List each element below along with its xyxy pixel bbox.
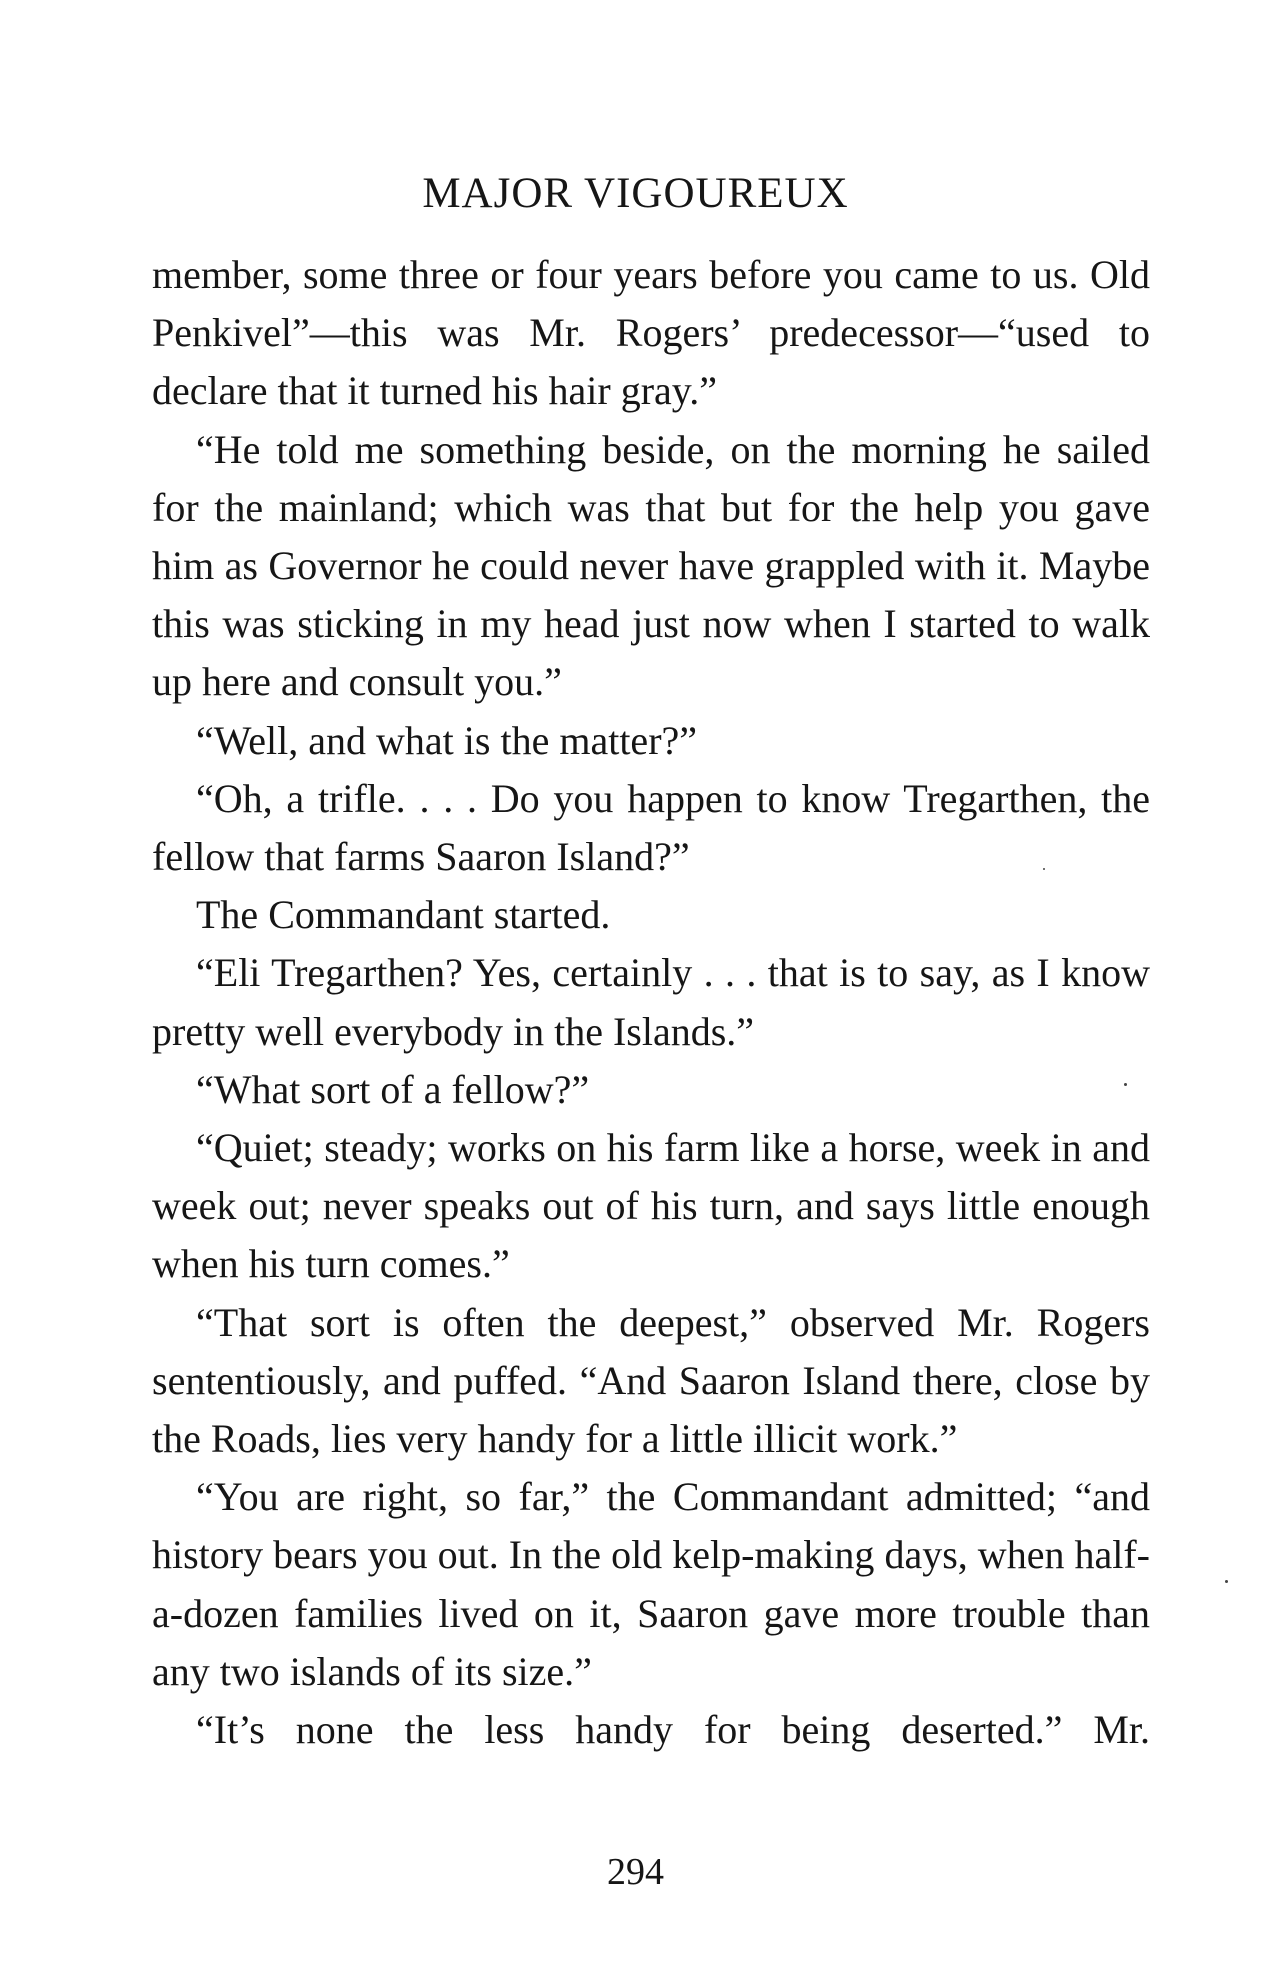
paragraph: “What sort of a fellow?” [196,1066,590,1112]
paragraph: “He told me something beside, on the morning he sailed for the mainland; which was that but for the help you gave him as Governor he could never have grappled with it. Maybe this was sticking in my head just now when I started to walk up here and consult you.” [152,426,1150,705]
paragraph: “It’s none the less handy for being deserted.” Mr. [196,1707,1150,1753]
page-number: 294 [607,1851,664,1893]
paragraph: “Well, and what is the matter?” [196,717,698,763]
running-head: MAJOR VIGOUREUX [422,170,849,217]
body-text [152,246,1150,1759]
paragraph: member, some three or four years before you came to us. Old Penkivel”—this was Mr. Rogers’ predecessor—“used to declare that it turned his hair gray.” [152,252,1150,414]
paragraph: “You are right, so far,” the Commandant admitted; “and history bears you out. In the old kelp-making days, when half-a-dozen families lived on it, Saaron gave more trouble than any two islands of its size.” [152,1474,1150,1694]
paragraph: “Oh, a trifle. . . . Do you happen to know Tregarthen, the fellow that farms Saaron Island?” [152,775,1150,880]
scan-speck [1225,1580,1228,1583]
paragraph: “That sort is often the deepest,” observed Mr. Rogers sententiously, and puffed. “And Saaron Island there, close by the Roads, lies very handy for a little illicit work.” [152,1299,1150,1462]
scan-speck [1043,868,1045,870]
paragraph: “Quiet; steady; works on his farm like a horse, week in and week out; never speaks out of his turn, and says little enough when his turn comes.” [152,1125,1150,1287]
scan-speck [1124,1083,1127,1086]
paragraph: The Commandant started. [196,892,611,938]
paragraph: “Eli Tregarthen? Yes, certainly . . . that is to say, as I know pretty well everybody in the Islands.” [152,950,1150,1054]
